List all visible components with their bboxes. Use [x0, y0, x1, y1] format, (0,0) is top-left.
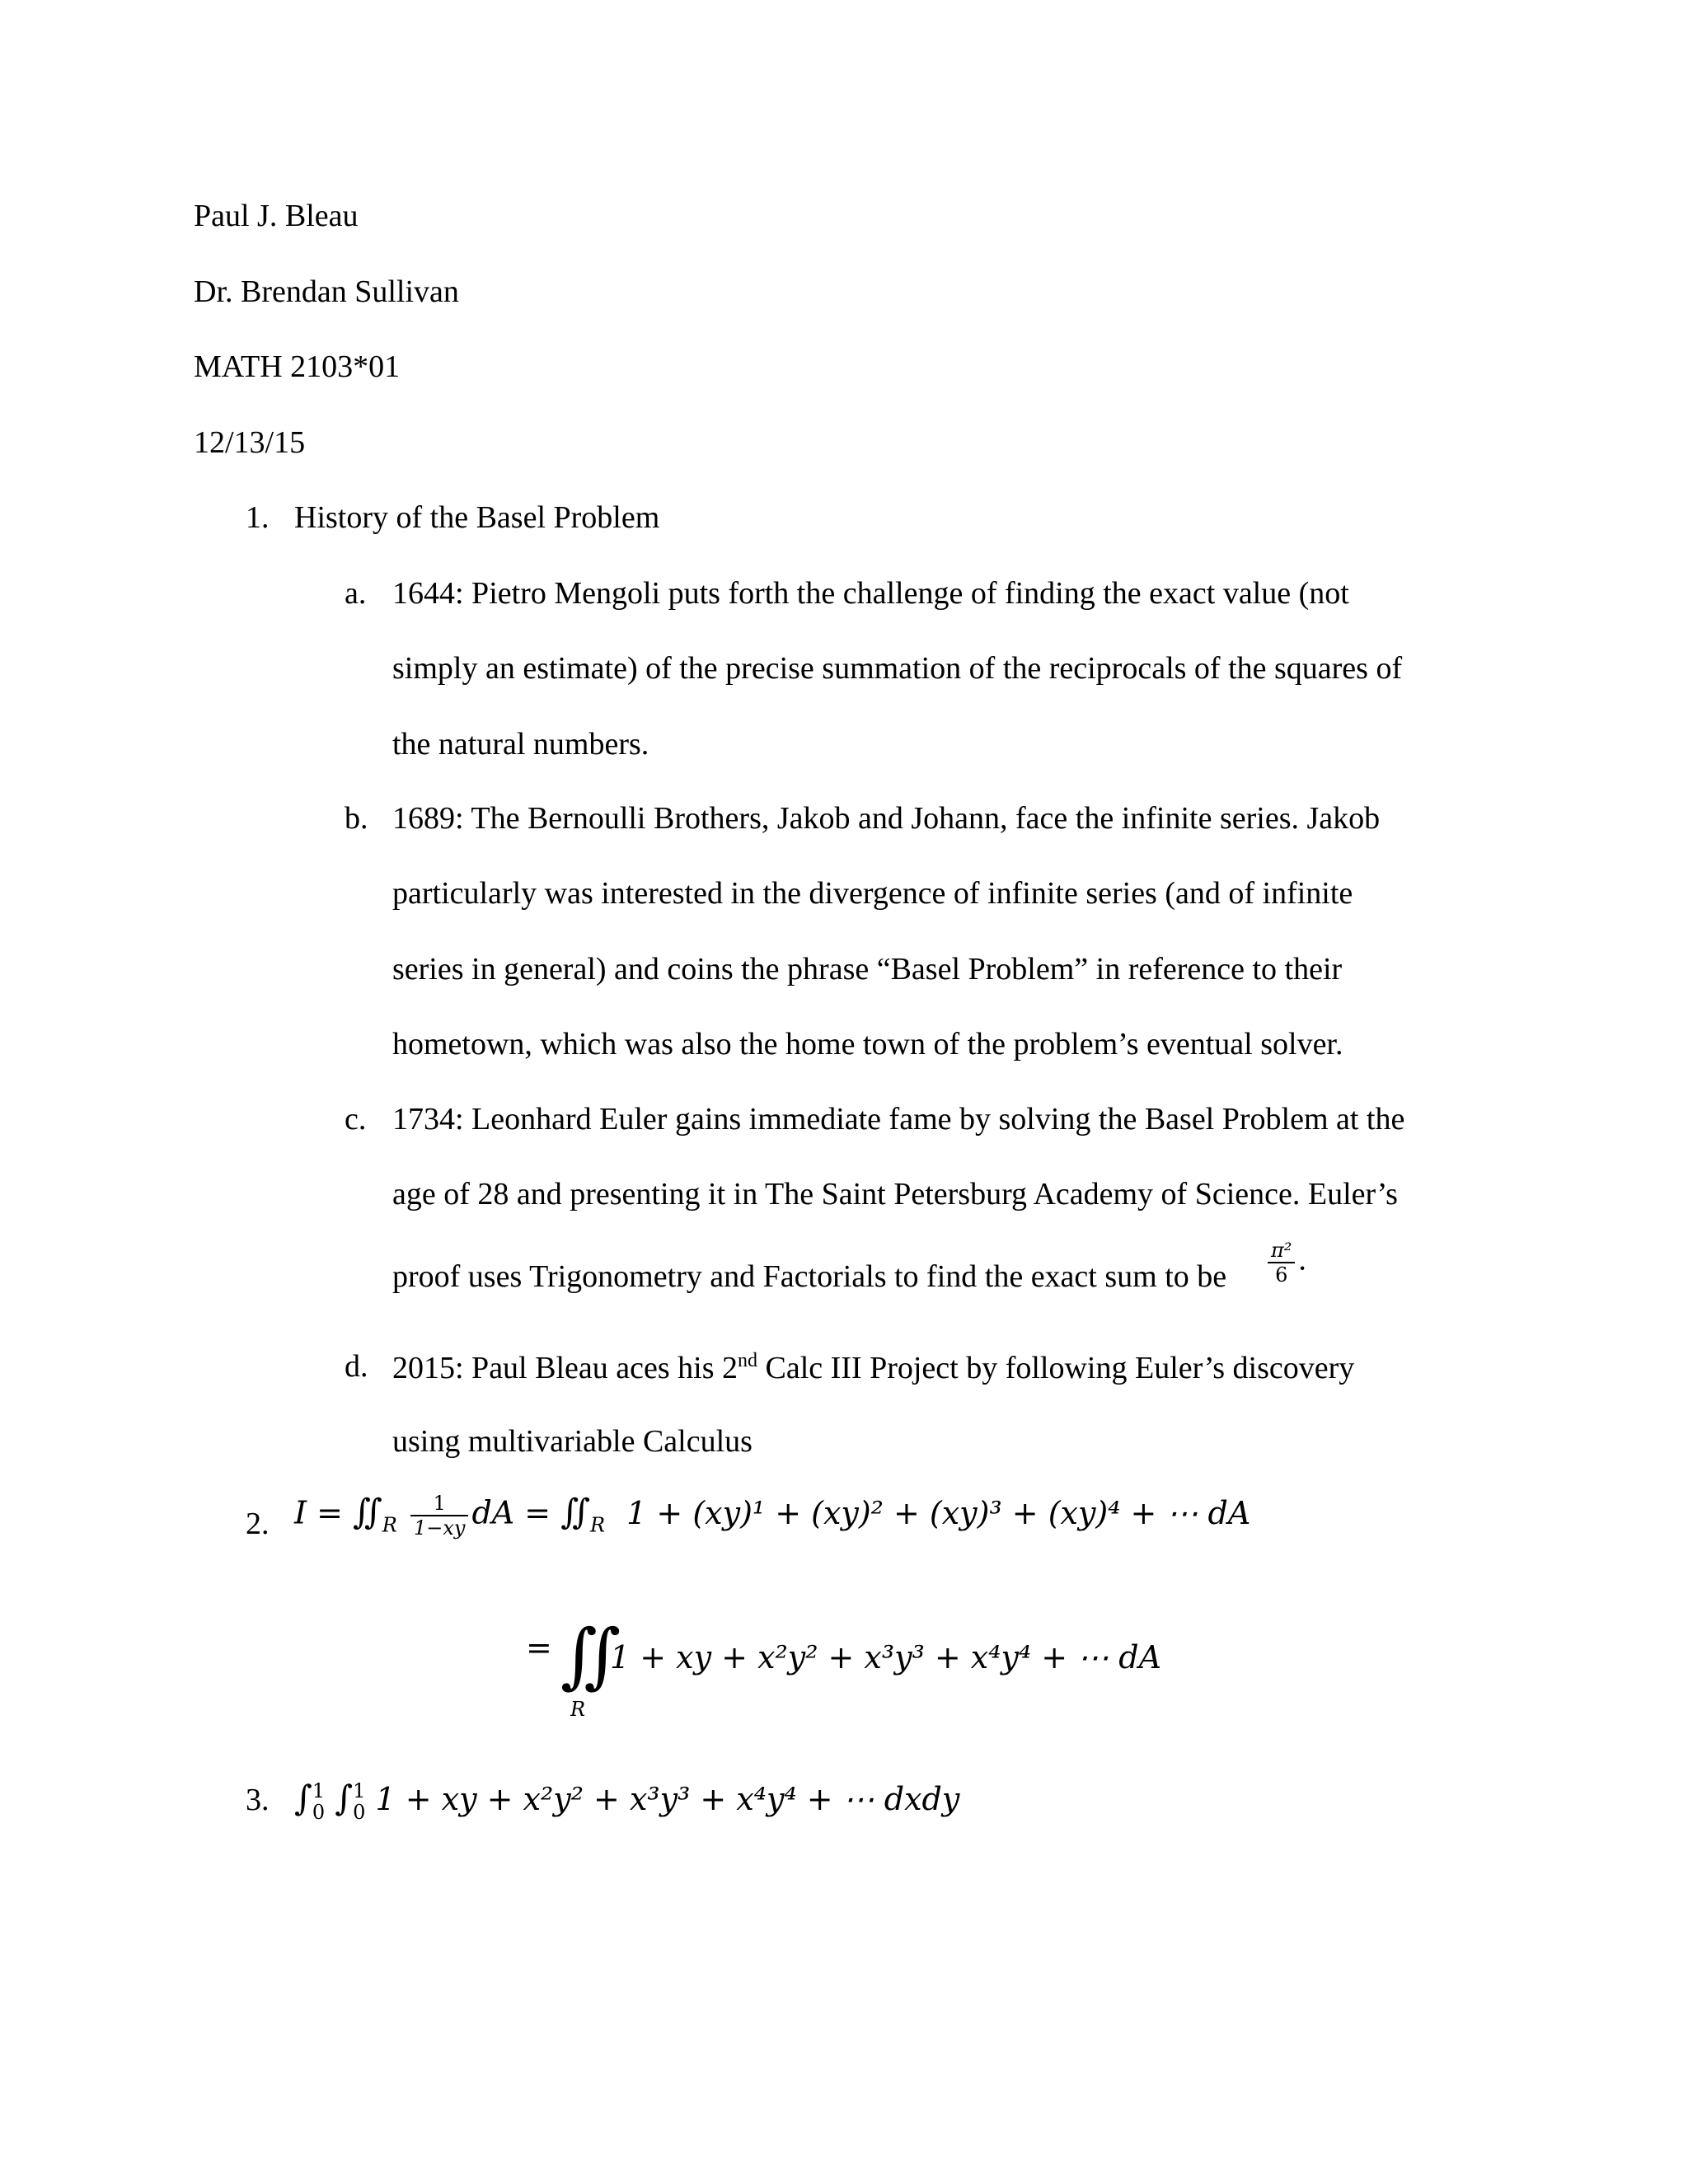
- item-c-line: 1734: Leonhard Euler gains immediate fame by solving the Basel Problem at the: [392, 1102, 1405, 1137]
- item-d-text: 2015: Paul Bleau aces his 2: [392, 1351, 738, 1385]
- item-b-label: b.: [345, 801, 368, 836]
- series-expansion: 1 + xy + x²y² + x³y³ + x⁴y⁴ + ⋯ dA: [610, 1639, 1162, 1675]
- course-code: MATH 2103*01: [194, 349, 401, 384]
- ordinal-suffix: nd: [737, 1350, 757, 1371]
- integral-region: R: [590, 1513, 606, 1537]
- integral-region: R: [382, 1513, 397, 1537]
- item-2-number: 2.: [246, 1507, 270, 1541]
- item-a-line: 1644: Pietro Mengoli puts forth the challenge of finding the exact value (not: [392, 576, 1349, 611]
- item-a-label: a.: [345, 576, 367, 611]
- item-c-label: c.: [345, 1102, 367, 1137]
- series-expansion: 1 + (xy)¹ + (xy)² + (xy)³ + (xy)⁴ + ⋯ dA: [626, 1494, 1251, 1531]
- sentence-end: .: [1298, 1242, 1306, 1277]
- double-integral-symbol: ∬: [560, 1491, 590, 1532]
- upper-bound: 1: [312, 1779, 326, 1802]
- lower-bound: 0: [312, 1801, 326, 1825]
- item-d-text: Calc III Project by following Euler’s discovery: [757, 1351, 1355, 1385]
- item-c-line: age of 28 and presenting it in The Saint Petersburg Academy of Science. Euler’s: [392, 1177, 1398, 1212]
- item-b-line: 1689: The Bernoulli Brothers, Jakob and Johann, face the infinite series. Jakob: [392, 801, 1381, 836]
- date: 12/13/15: [194, 425, 306, 460]
- author-name: Paul J. Bleau: [194, 199, 359, 233]
- integral-region: R: [570, 1698, 586, 1721]
- integral-symbol: ∫: [294, 1777, 312, 1818]
- item-d-label: d.: [345, 1349, 368, 1384]
- integral-bounds: [353, 1780, 365, 1824]
- fraction: [410, 1493, 468, 1538]
- item-1-number: 1.: [246, 500, 270, 535]
- pi-squared-over-six: [1264, 1240, 1306, 1285]
- upper-bound: 1: [353, 1779, 366, 1802]
- item-d-line: [392, 1351, 1354, 1384]
- double-integral-symbol: ∬: [353, 1491, 382, 1532]
- integral-bounds: [312, 1780, 325, 1824]
- item-a-line: simply an estimate) of the precise summation of the reciprocals of the squares of: [392, 651, 1403, 686]
- fraction-denominator: 6: [1275, 1263, 1288, 1286]
- item-a-line: the natural numbers.: [392, 727, 649, 762]
- double-integral-symbol: ∬: [560, 1616, 621, 1695]
- equation-line-1: [294, 1493, 1250, 1538]
- item-c-line: proof uses Trigonometry and Factorials to find the exact sum to be: [392, 1259, 1227, 1294]
- item-3-number: 3.: [246, 1783, 270, 1817]
- item-b-line: series in general) and coins the phrase “Basel Problem” in reference to their: [392, 952, 1343, 987]
- differential-equals: dA =: [471, 1494, 551, 1531]
- fraction-denominator: 1−xy: [413, 1516, 466, 1540]
- fraction-numerator: 1: [410, 1493, 468, 1516]
- equals-sign: =: [526, 1629, 552, 1666]
- integral-label: I =: [294, 1494, 343, 1531]
- fraction: [1268, 1240, 1295, 1285]
- item-d-line: using multivariable Calculus: [392, 1424, 753, 1459]
- iterated-integral: [294, 1777, 960, 1825]
- integral-symbol: ∫: [335, 1777, 354, 1818]
- item-b-line: particularly was interested in the divergence of infinite series (and of infinite: [392, 876, 1353, 911]
- series-expansion: 1 + xy + x²y² + x³y³ + x⁴y⁴ + ⋯ dxdy: [375, 1780, 960, 1817]
- instructor-name: Dr. Brendan Sullivan: [194, 274, 459, 309]
- lower-bound: 0: [353, 1801, 366, 1825]
- item-b-line: hometown, which was also the home town of the problem’s eventual solver.: [392, 1027, 1343, 1062]
- item-1-title: History of the Basel Problem: [294, 500, 660, 535]
- fraction-numerator: π²: [1268, 1240, 1295, 1263]
